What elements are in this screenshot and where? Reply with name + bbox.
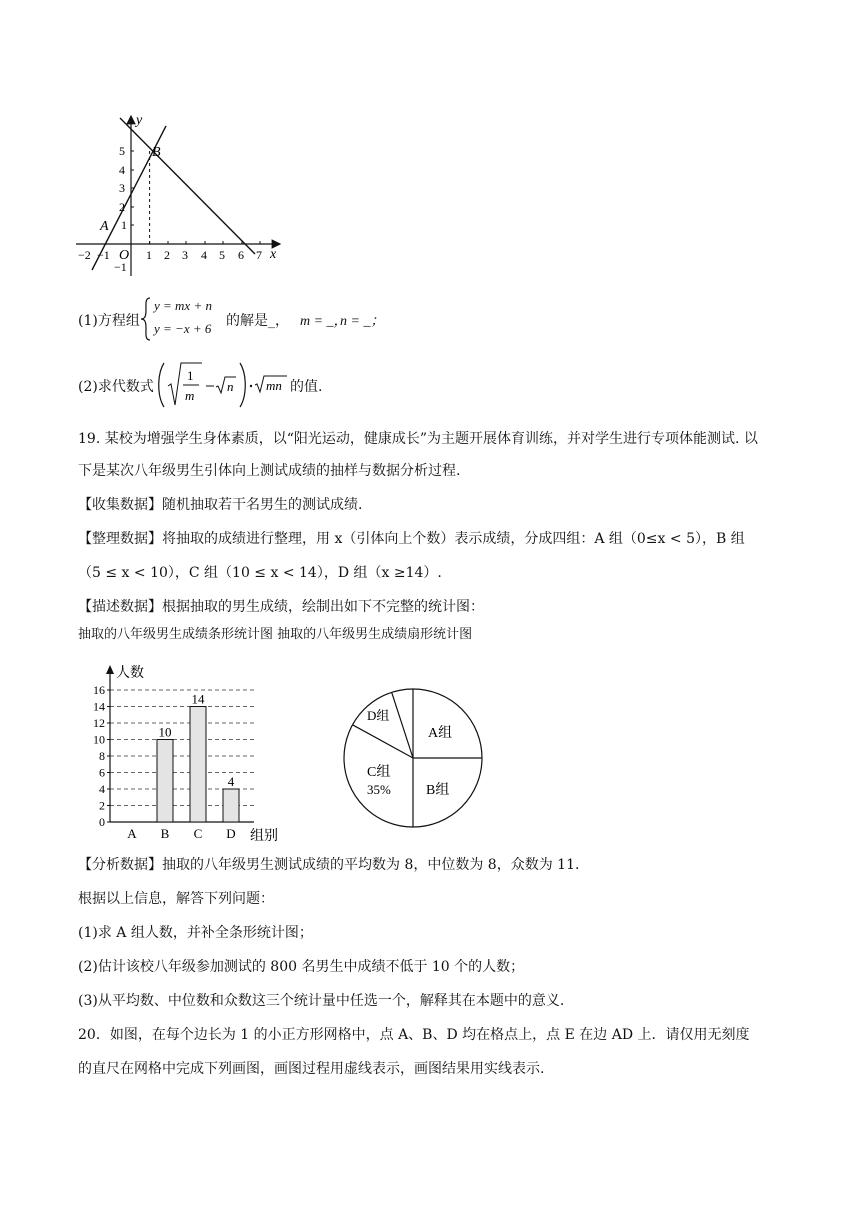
y-tick-label: 2	[99, 798, 105, 813]
fraction-numerator: 1	[187, 368, 194, 383]
organize-data-1: 【整理数据】将抽取的成绩进行整理，用 x（引体向上个数）表示成绩，分成四组：A 组（0≤x < 5），B 组	[78, 531, 745, 547]
y-tick-label: 16	[93, 683, 105, 697]
x-tick-label: 4	[201, 248, 207, 262]
q18-part2-suffix: 的值.	[290, 379, 323, 395]
x-tick-label: 1	[146, 248, 152, 262]
bar-data-label: 14	[191, 691, 205, 707]
x-axis-label: 组别	[250, 829, 278, 844]
y-tick-label: 14	[93, 699, 105, 714]
sqrt-n: n	[227, 379, 234, 394]
y-tick-label: 10	[93, 732, 105, 747]
q19-line1: 19. 某校为增强学生身体素质，以“阳光运动，健康成长”为主题开展体育训练，并对学生进行专项体能测试. 以	[78, 431, 758, 447]
bar-chart	[78, 660, 288, 845]
organize-data-2: （5 ≤ x < 10），C 组（10 ≤ x < 14），D 组（x ≥14）.	[78, 565, 442, 581]
pie-slice-label: D组	[367, 708, 390, 723]
y-tick-label: 12	[93, 716, 105, 730]
x-tick-label: 3	[182, 248, 188, 262]
point-a-label: A	[100, 219, 109, 234]
y-tick-label: 8	[99, 749, 105, 763]
x-tick-label: 6	[238, 248, 244, 262]
bar	[190, 707, 206, 823]
sub-question-1: (1)求 A 组人数，并补全条形统计图；	[78, 925, 313, 941]
sub-question-3: (3)从平均数、中位数和众数这三个统计量中任选一个，解释其在本题中的意义.	[78, 993, 565, 1009]
y-tick-label: 0	[99, 815, 105, 829]
coordinate-graph	[70, 110, 290, 280]
x-category-label: B	[160, 826, 170, 841]
sqrt-mn-label: mn	[266, 378, 282, 393]
y-tick-label: 3	[119, 181, 125, 195]
point-b-label: B	[152, 145, 161, 160]
x-category-label: C	[193, 826, 203, 841]
pie-slice-label: B组	[426, 783, 450, 798]
y-axis-label: 人数	[116, 666, 144, 681]
system-brace	[140, 296, 152, 342]
y-tick-label: 6	[99, 765, 105, 780]
y-tick-label: 5	[119, 144, 125, 158]
x-tick-label: 5	[219, 248, 225, 262]
chart-titles: 抽取的八年级男生成绩条形统计图 抽取的八年级男生成绩扇形统计图	[78, 627, 473, 642]
bar	[223, 789, 239, 822]
pie-chart	[340, 685, 486, 831]
y-tick-label: 2	[119, 200, 125, 214]
bar-data-label: 4	[227, 774, 235, 789]
m-blank: m = _，	[300, 314, 348, 329]
intro: 根据以上信息，解答下列问题：	[78, 891, 274, 907]
pie-slice-label: C组	[367, 765, 391, 780]
x-tick-label: −1	[97, 248, 110, 262]
x-tick-label: 2	[164, 248, 170, 262]
origin-label: O	[119, 248, 130, 263]
q20-line2: 的直尺在网格中完成下列画图，画图过程用虚线表示，画图结果用实线表示.	[78, 1061, 545, 1077]
pie-slice-value: 35%	[367, 782, 391, 797]
sqrt-mn	[254, 373, 288, 397]
x-tick-label: 7	[256, 248, 262, 262]
q18-part2-prefix: (2)求代数式	[78, 379, 154, 395]
radical-expression	[156, 360, 268, 410]
equation-2: y = −x + 6	[154, 321, 212, 336]
line-y-neg-x-plus-6	[120, 118, 255, 254]
y-tick-label: 4	[119, 163, 125, 177]
y-tick-label: 1	[121, 218, 127, 232]
y-axis-label: y	[136, 113, 143, 128]
y-tick-label: −1	[114, 260, 127, 274]
q18-part1-prefix: (1)方程组	[78, 313, 140, 329]
sub-question-2: (2)估计该校八年级参加测试的 800 名男生中成绩不低于 10 个的人数；	[78, 959, 525, 975]
q20-line1: 20．如图，在每个边长为 1 的小正方形网格中，点 A、B、D 均在格点上，点 E 在边 AD 上．请仅用无刻度	[78, 1027, 750, 1043]
x-tick-label: −2	[78, 248, 91, 262]
describe-data: 【描述数据】根据抽取的男生成绩，绘制出如下不完整的统计图：	[78, 599, 484, 615]
x-category-label: A	[127, 826, 137, 841]
fraction-denominator: m	[185, 388, 195, 403]
bar	[157, 740, 173, 823]
q19-line2: 下是某次八年级男生引体向上测试成绩的抽样与数据分析过程.	[78, 463, 461, 479]
y-tick-label: 4	[99, 782, 105, 796]
q18-part1-mid: 的解是_，	[226, 313, 289, 329]
n-blank: n = _；	[340, 314, 385, 329]
collect-data: 【收集数据】随机抽取若干名男生的测试成绩.	[78, 497, 363, 513]
equation-1: y = mx + n	[154, 298, 212, 313]
y-axis-arrow	[106, 665, 114, 674]
x-axis-label: x	[270, 247, 277, 262]
analyze-data: 【分析数据】抽取的八年级男生测试成绩的平均数为 8，中位数为 8，众数为 11.	[78, 857, 580, 873]
x-category-label: D	[226, 826, 236, 841]
pie-slice-label: A组	[428, 726, 453, 741]
bar-data-label: 10	[158, 724, 172, 740]
